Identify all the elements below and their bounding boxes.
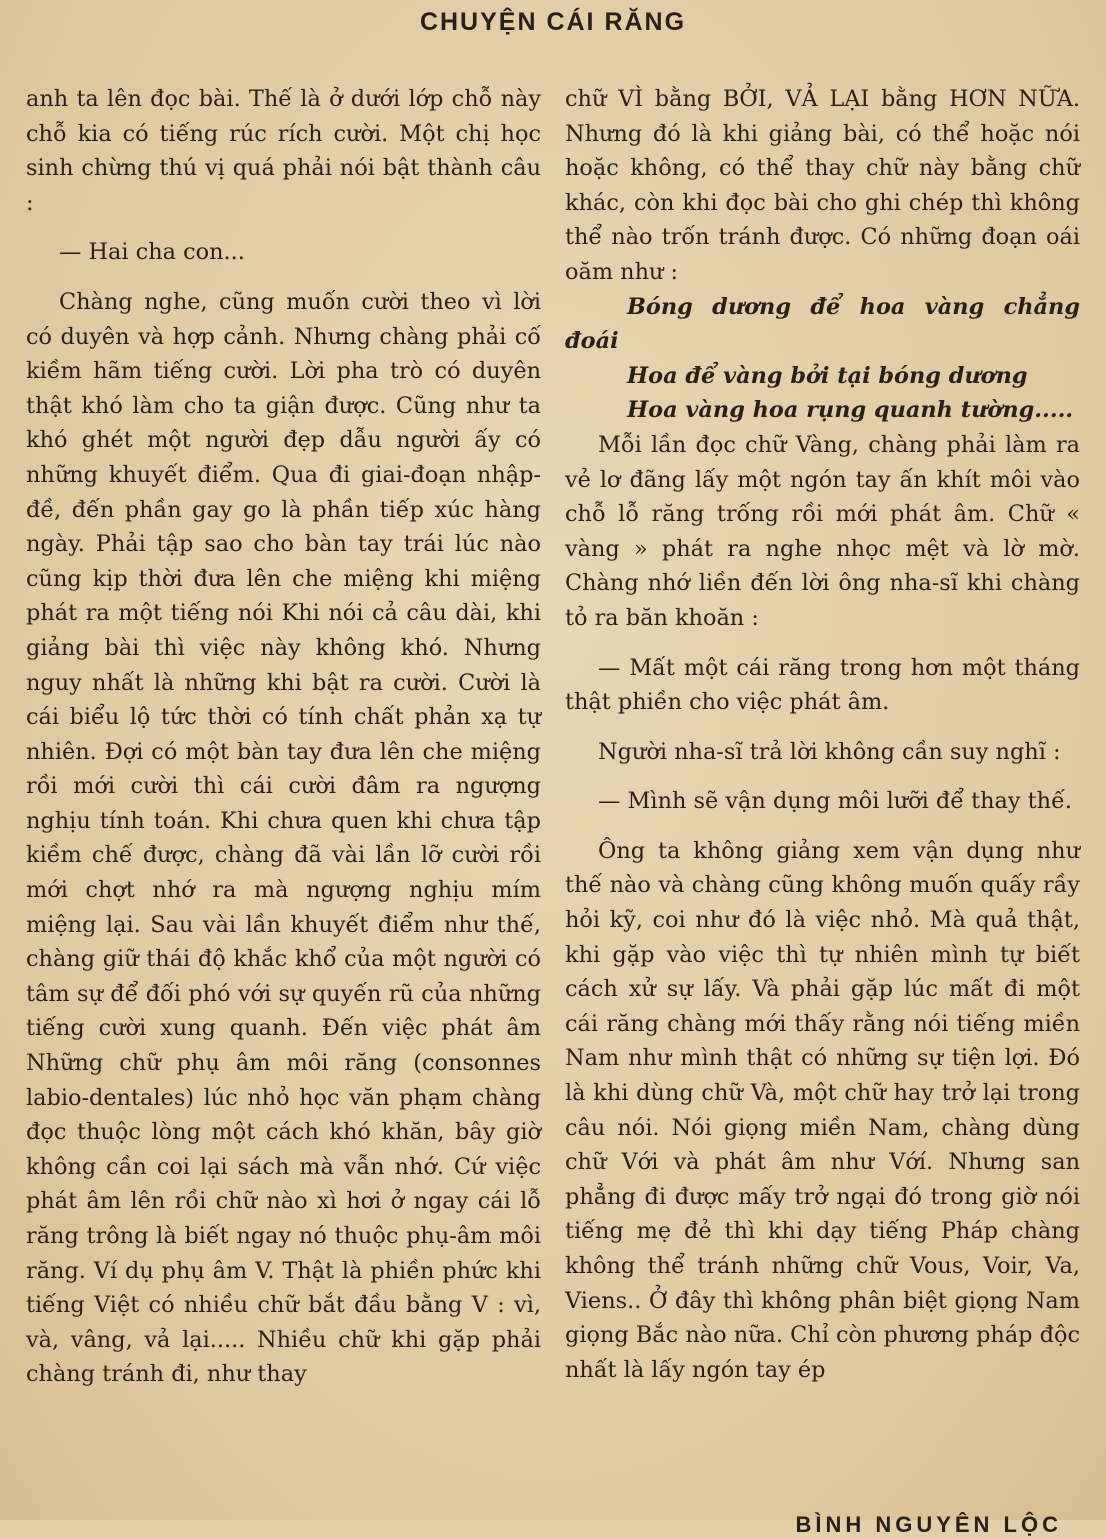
author-footer: BÌNH NGUYÊN LỘC — [795, 1512, 1062, 1537]
paragraph: Người nha-sĩ trả lời không cần suy nghĩ : — [598, 738, 1061, 765]
page-title: CHUYỆN CÁI RĂNG — [419, 8, 687, 36]
dialogue-line: — Hai cha con... — [59, 239, 245, 266]
paragraph: anh ta lên đọc bài. Thế là ở dưới lớp chỗ này chỗ kia có tiếng rúc rích cười. Một chị học sinh chừng thú vị quá phải nói bật thành câu : — [26, 86, 541, 216]
dialogue-line: — Mất một cái răng trong hơn một tháng thật phiền cho việc phát âm. — [565, 654, 1080, 716]
right-column — [565, 82, 1080, 1387]
dialogue-line: — Mình sẽ vận dụng môi lưỡi để thay thế. — [598, 788, 1072, 815]
poem-line: Hoa vàng hoa rụng quanh tường..... — [627, 397, 1074, 424]
paragraph: chữ VÌ bằng BỞI, VẢ LẠI bằng HƠN NỮA. Nhưng đó là khi giảng bài, có thể hoặc nói hoặc không, có thể thay chữ này bằng chữ khác, còn khi đọc bài cho ghi chép thì không thể nào trốn tránh được. Có những đoạn oái oăm như : — [565, 86, 1080, 285]
paragraph: Chàng nghe, cũng muốn cười theo vì lời có duyên và hợp cảnh. Nhưng chàng phải cố kiềm hãm tiếng cười. Lời pha trò có duyên thật khó làm cho ta giận được. Cũng như ta khó ghét một người đẹp dẫu người ấy có những khuyết điểm. Qua đi giai-đoạn nhập-đề, đến phần gay go là phần tiếp xúc hàng ngày. Phải tập sao cho bàn tay trái lúc nào cũng kịp thời đưa lên che miệng khi miệng phát ra một tiếng nói Khi nói cả câu dài, khi giảng bài thì việc này không khó. Nhưng nguy nhất là những khi bật ra cười. Cười là cái biểu lộ tức thời có tính chất phản xạ tự nhiên. Đợi có một bàn tay đưa lên che miệng rồi mới cười thì cái cười đâm ra ngượng nghịu tính toán. Khi chưa quen khi chưa tập kiềm chế được, chàng đã vài lần lỡ cười rồi mới chợt nhớ ra mà ngượng nghịu mím miệng lại. Sau vài lần khuyết điểm như thế, chàng giữ thái độ khắc khổ của một người có tâm sự để đối phó với sự quyến rũ của những tiếng cười xung quanh. Đến việc phát âm Những chữ phụ âm môi răng (consonnes labio-dentales) lúc nhỏ học văn phạm chàng đọc thuộc lòng một cách khó khăn, bây giờ không cần coi lại sách mà vẫn nhớ. Cứ việc phát âm lên rồi chữ nào xì hơi ở ngay cái lỗ răng trông là biết ngay nó thuộc phụ-âm môi răng. Ví dụ phụ âm V. Thật là phiền phức khi tiếng Việt có nhiều chữ bắt đầu bằng V : vì, và, vâng, vả lại..... Nhiều chữ khi gặp phải chàng tránh đi, như thay — [26, 288, 541, 1388]
poem-line: Hoa để vàng bởi tại bóng dương — [627, 362, 1028, 389]
left-column — [26, 82, 541, 1392]
poem-line: Bóng dương để hoa vàng chẳng đoái — [565, 293, 1080, 355]
paragraph: Mỗi lần đọc chữ Vàng, chàng phải làm ra vẻ lơ đãng lấy một ngón tay ấn khít môi vào chỗ lỗ răng trống rồi mới phát âm. Chữ « vàng » phát ra nghe nhọc mệt và lờ mờ. Chàng nhớ liền đến lời ông nha-sĩ khi chàng tỏ ra băn khoăn : — [565, 431, 1080, 631]
paragraph: Ông ta không giảng xem vận dụng như thế nào và chàng cũng không muốn quấy rầy hỏi kỹ, coi như đó là việc nhỏ. Mà quả thật, khi gặp vào việc thì tự nhiên mình tự biết cách xử sự lấy. Và phải gặp lúc mất đi một cái răng chàng mới thấy rằng nói tiếng miền Nam như mình thật có những sự tiện lợi. Đó là khi dùng chữ Và, một chữ hay trở lại trong câu nói. Nói giọng miền Nam, chàng dùng chữ Với và phát âm như Vớí. Nhưng san phẳng đi được mấy trở ngại đó trong giờ nói tiếng mẹ đẻ thì khi dạy tiếng Pháp chàng không thể tránh những chữ Vous, Voir, Va, Viens.. Ở đây thì không phân biệt giọng Nam giọng Bắc nào nữa. Chỉ còn phương pháp độc nhất là lấy ngón tay ép — [565, 837, 1080, 1383]
